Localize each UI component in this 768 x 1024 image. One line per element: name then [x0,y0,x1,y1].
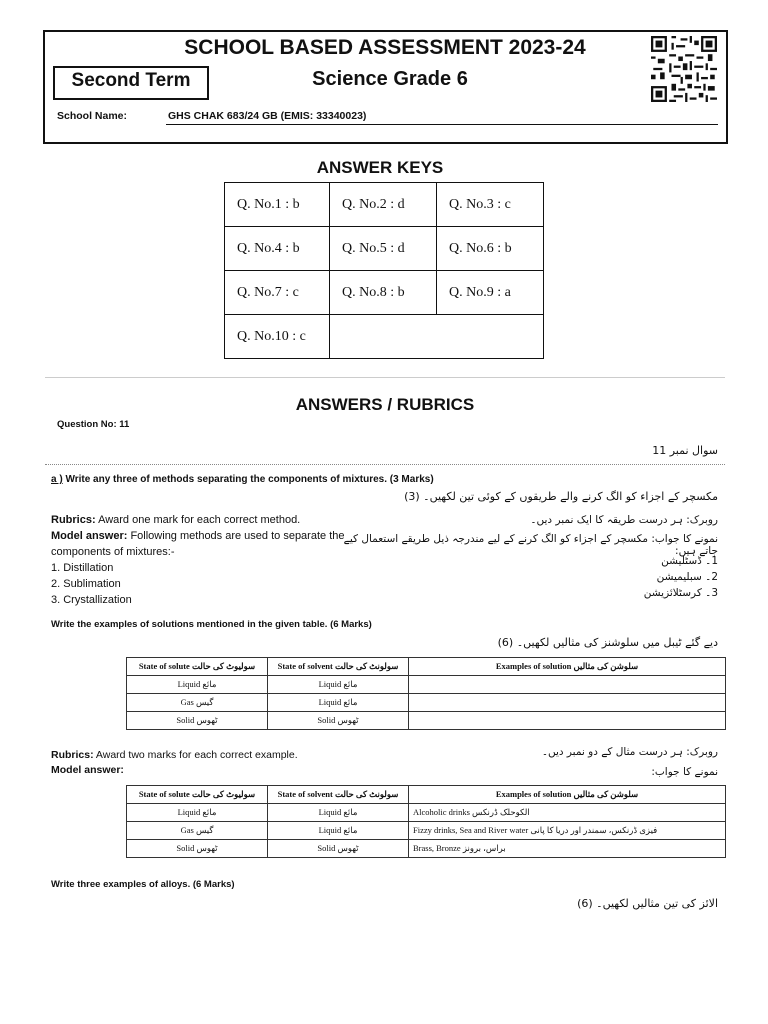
list-item: 3۔ کرسٹلائزیشن [643,587,718,599]
table-cell: Liquid مائع [268,822,409,840]
answer-key-cell-empty [330,315,544,359]
answer-key-cell: Q. No.7 : c [225,271,330,315]
part-a-rubric [51,512,371,528]
answer-key-cell: Q. No.8 : b [330,271,437,315]
column-header: State of solute سولیوٹ کی حالت [127,786,268,804]
part-b-model-urdu: نمونے کا جواب: [651,766,718,778]
part-b-question: Write the examples of solutions mentioned in the given table. (6 Marks) [51,619,372,630]
answer-key-cell: Q. No.2 : d [330,183,437,227]
table-cell: Liquid مائع [127,804,268,822]
question-divider [45,464,725,465]
part-a-model-urdu: نمونے کا جواب: مکسچر کے اجزاء کو الگ کرنے کے لیے مندرجہ ذیل طریقے استعمال کیے جاتے ہیں: [343,533,718,557]
part-b-rubric-urdu: روبرک: ہر درست مثال کے دو نمبر دیں۔ [541,746,718,758]
answer-key-cell: Q. No.10 : c [225,315,330,359]
table-cell: Solid ٹھوس [127,840,268,858]
answer-key-cell: Q. No.9 : a [437,271,544,315]
part-a-question-text: Write any three of methods separating the components of mixtures. (3 Marks) [62,474,434,485]
answer-key-cell: Q. No.4 : b [225,227,330,271]
table-row [127,840,726,858]
list-item: 1. Distillation [51,562,114,574]
answer-key-cell: Q. No.1 : b [225,183,330,227]
part-a-question [51,474,434,485]
table-header-row [127,658,726,676]
column-header: State of solvent سولونٹ کی حالت [268,658,409,676]
part-a-list-urdu [560,553,718,601]
table-cell [409,676,726,694]
part-b-rubric [51,748,298,763]
rubric-label: Rubrics: [51,749,94,761]
rubric-text: Award two marks for each correct example. [93,749,298,761]
rubric-text: Award one mark for each correct method. [95,514,301,526]
school-name-value: GHS CHAK 683/24 GB (EMIS: 33340023) [168,110,367,122]
table-cell: Gas گیس [127,694,268,712]
list-item: 2. Sublimation [51,578,121,590]
table-row [225,183,544,227]
list-item: 1۔ ڈسٹلیشن [661,555,718,567]
table-cell: Liquid مائع [268,804,409,822]
part-b-model-answer [51,763,298,778]
table-cell: Gas گیس [127,822,268,840]
rubrics-heading: ANSWERS / RUBRICS [295,395,475,414]
table-cell [409,694,726,712]
table-cell: Liquid مائع [127,676,268,694]
part-c-question-urdu: الائز کی تین مثالیں لکھیں۔ (6) [577,897,718,910]
model-answer-text: Following methods are used to separate the components of mixtures:- [51,530,345,558]
answer-keys-heading: ANSWER KEYS [316,158,444,177]
table-row [127,676,726,694]
list-item: 3. Crystallization [51,594,132,606]
table-header-row [127,786,726,804]
part-b-rubric-block [51,748,298,778]
table-row [127,822,726,840]
column-header: Examples of solution سلوشن کی مثالیں [409,786,726,804]
rubric-label: Rubrics: [51,514,96,526]
table-row [127,712,726,730]
column-header: Examples of solution سلوشن کی مثالیں [409,658,726,676]
question-number-label: Question No: 11 [57,419,130,430]
table-cell: Solid ٹھوس [268,712,409,730]
part-a-question-urdu: مکسچر کے اجزاء کو الگ کرنے والے طریقوں کے کوئی تین لکھیں۔ (3) [404,490,718,503]
term-label: Second Term [71,70,191,91]
model-answer-label: Model answer: [51,764,124,776]
table-row [225,271,544,315]
answer-key-cell: Q. No.3 : c [437,183,544,227]
solutions-question-table [126,657,726,730]
table-cell: Fizzy drinks, Sea and River water فیزی ڈرنکس، سمندر اور دریا کا پانی [409,822,726,840]
part-b-question-urdu: دیے گئے ٹیبل میں سلوشنز کی مثالیں لکھیں۔ (6) [497,636,718,649]
table-cell: Liquid مائع [268,694,409,712]
part-a-rubric-urdu: روبرک: ہر درست طریقہ کا ایک نمبر دیں۔ [530,514,718,526]
column-header: State of solvent سولونٹ کی حالت [268,786,409,804]
table-cell: Solid ٹھوس [268,840,409,858]
part-a-rubric-block [51,512,371,608]
part-c-question: Write three examples of alloys. (6 Marks) [51,879,235,890]
subject-title: Science Grade 6 [312,68,468,90]
table-row [127,804,726,822]
table-cell: Brass, Bronze براس، برونز [409,840,726,858]
answer-key-cell: Q. No.6 : b [437,227,544,271]
solutions-answer-table [126,785,726,858]
column-header: State of solute سولیوٹ کی حالت [127,658,268,676]
answer-key-cell: Q. No.5 : d [330,227,437,271]
table-cell [409,712,726,730]
table-cell: Alcoholic drinks الکوحلک ڈرنکس [409,804,726,822]
qr-code-icon [650,36,718,102]
question-number-urdu: سوال نمبر 11 [652,444,718,457]
section-divider [45,377,725,378]
model-answer-label: Model answer: [51,530,128,542]
part-a-model-answer [51,528,371,560]
table-row [127,694,726,712]
part-a-prefix: a ) [51,474,63,485]
table-cell: Solid ٹھوس [127,712,268,730]
page-title: SCHOOL BASED ASSESSMENT 2023-24 [184,36,586,59]
list-item: 2۔ سبلیمیشن [656,571,718,583]
table-row [225,315,544,359]
table-cell: Liquid مائع [268,676,409,694]
table-row [225,227,544,271]
answer-keys-table [224,182,544,359]
school-name-label: School Name: [57,110,128,122]
school-name-underline [166,124,718,125]
